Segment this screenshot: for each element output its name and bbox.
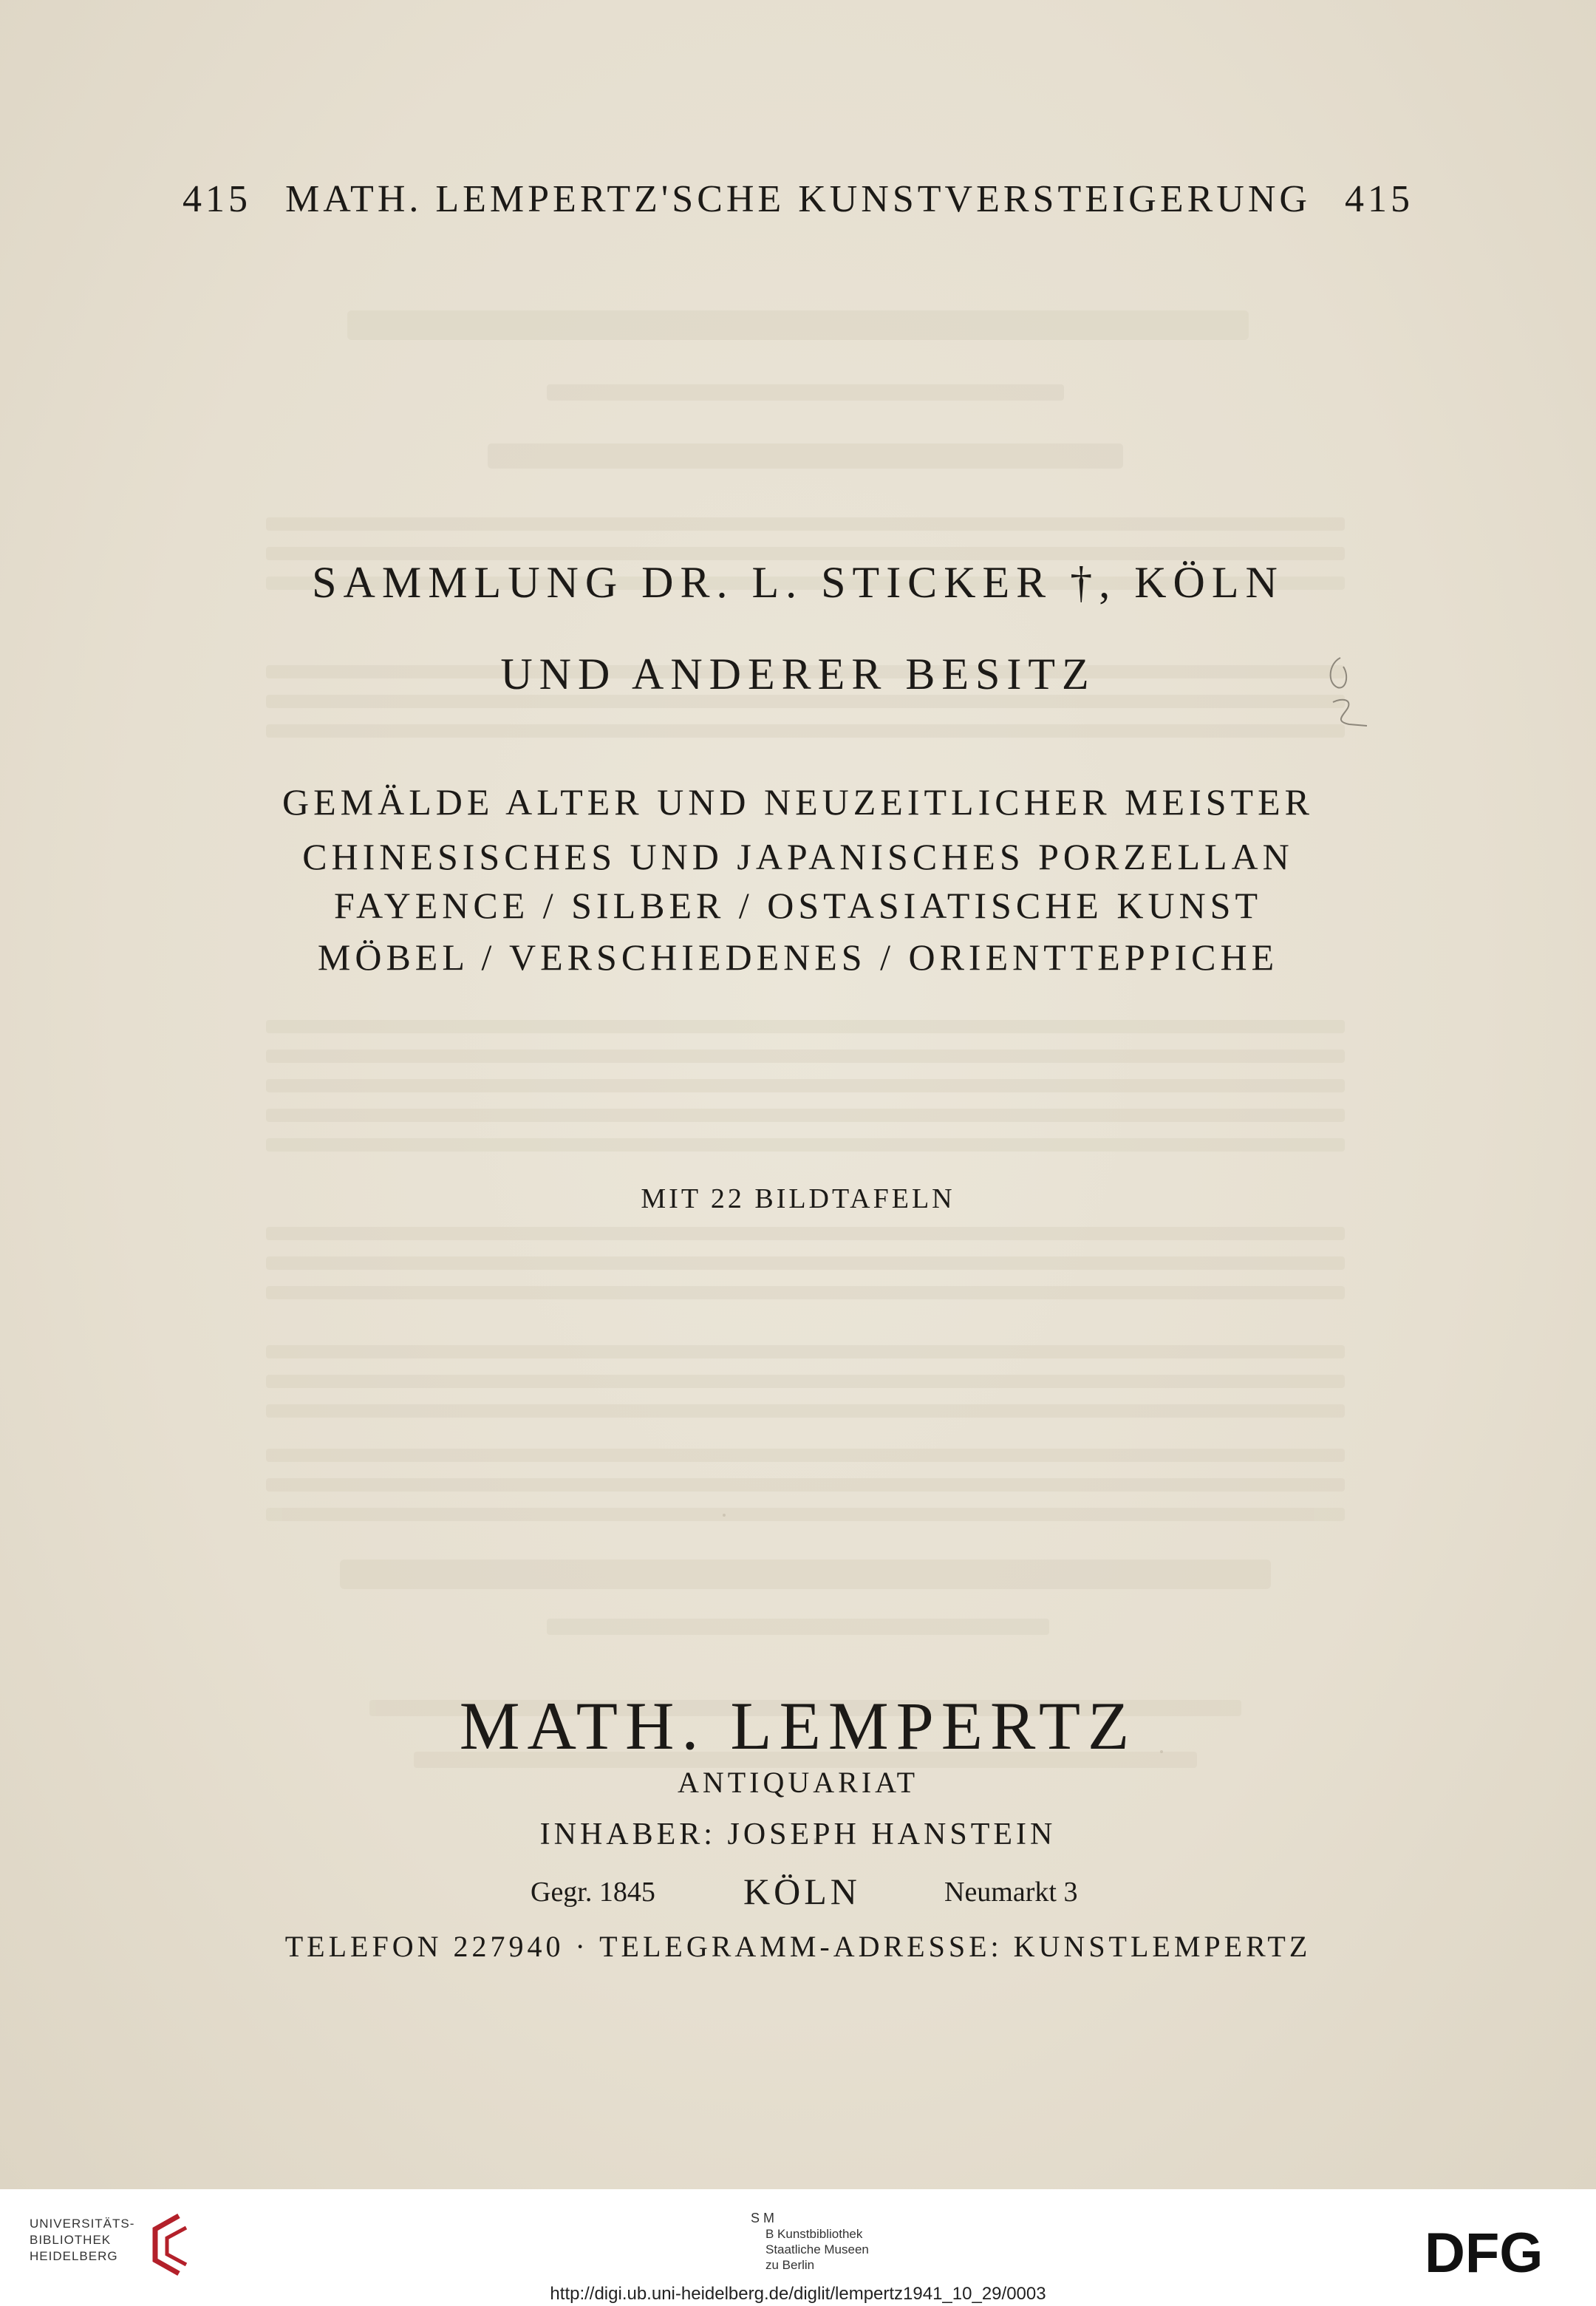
collection-title: SAMMLUNG DR. L. STICKER †, KÖLN	[312, 558, 1284, 607]
running-header-title: MATH. LEMPERTZ'SCHE KUNSTVERSTEIGERUNG	[285, 178, 1311, 220]
page-number-left: 415	[183, 178, 252, 220]
firm-street: Neumarkt 3	[944, 1877, 1078, 1908]
library-name-line: BIBLIOTHEK	[30, 2233, 112, 2247]
firm-founded: Gegr. 1845	[531, 1877, 655, 1908]
source-url-link[interactable]: http://digi.ub.uni-heidelberg.de/diglit/lempertz1941_10_29/0003	[550, 2284, 1046, 2304]
contents-line-4: MÖBEL / VERSCHIEDENES / ORIENTTEPPICHE	[317, 936, 1279, 978]
contents-line-1: GEMÄLDE ALTER UND NEUZEITLICHER MEISTER	[282, 781, 1314, 823]
library-logo-icon[interactable]	[142, 2211, 195, 2278]
dfg-logo-icon[interactable]	[1425, 2222, 1572, 2281]
firm-department: ANTIQUARIAT	[677, 1766, 919, 1799]
page-number-right: 415	[1344, 178, 1413, 220]
dfg-logo-text: DFG	[1425, 2222, 1544, 2281]
library-name-line: HEIDELBERG	[30, 2249, 118, 2263]
library-name	[30, 2216, 134, 2265]
contents-line-3: FAYENCE / SILBER / OSTASIATISCHE KUNST	[333, 885, 1263, 926]
firm-city: KÖLN	[743, 1871, 861, 1912]
firm-name: MATH. LEMPERTZ	[459, 1688, 1137, 1763]
collection-subtitle: UND ANDERER BESITZ	[500, 650, 1096, 698]
digitization-footer	[0, 2189, 1596, 2306]
firm-address-row	[0, 1870, 1596, 1914]
firm-contact: TELEFON 227940 · TELEGRAMM-ADRESSE: KUNSTLEMPERTZ	[284, 1930, 1312, 1963]
smb-name-line: zu Berlin	[765, 2258, 815, 2272]
contents-line-2: CHINESISCHES UND JAPANISCHES PORZELLAN	[302, 836, 1294, 877]
plates-note: MIT 22 BILDTAFELN	[641, 1183, 955, 1214]
running-header	[0, 177, 1596, 221]
pencil-annotation-mark	[1320, 653, 1371, 735]
smb-name-line: B Kunstbibliothek	[765, 2227, 863, 2241]
smb-mark: S M	[751, 2211, 775, 2225]
smb-name-line: Staatliche Museen	[765, 2242, 869, 2256]
firm-owner: INHABER: JOSEPH HANSTEIN	[539, 1817, 1057, 1851]
library-name-line: UNIVERSITÄTS-	[30, 2217, 135, 2231]
smb-name	[765, 2226, 869, 2273]
